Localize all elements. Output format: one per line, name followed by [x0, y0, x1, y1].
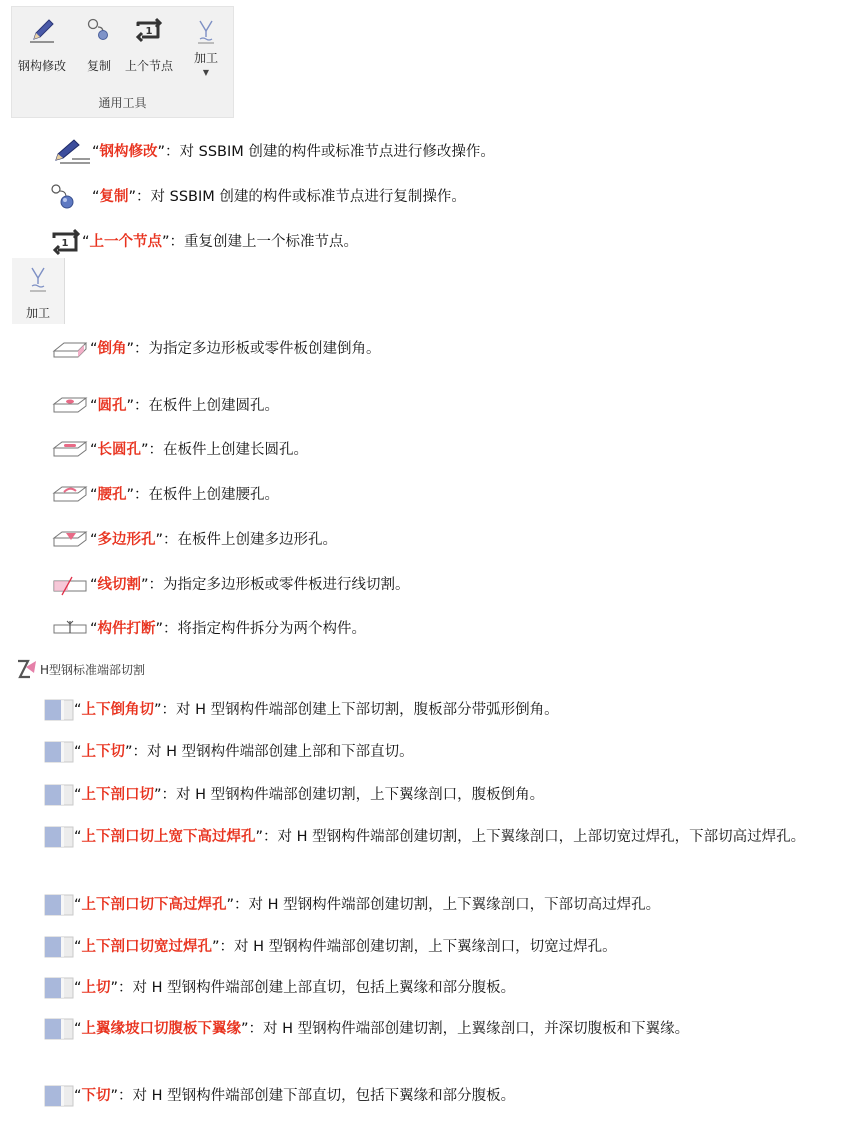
h-cut-item: “上下剖口切上宽下高过焊孔”：对 H 型钢构件端部创建切割，上下翼缘剖口，上部切宽过焊孔，下部切高过焊孔。	[13, 824, 833, 850]
h-cut-desc: 对 H 型钢构件端部创建上下部切割，腹板部分带弧形倒角。	[176, 702, 559, 718]
process-item-keyword: 圆孔	[97, 398, 127, 414]
ribbon-group-label: 通用工具	[98, 96, 147, 110]
quote-close: ”：	[155, 621, 178, 637]
waist-hole-icon	[50, 483, 90, 507]
process-icon	[192, 13, 220, 47]
h-cut-keyword: 上下剖口切	[81, 787, 155, 803]
process-item-keyword: 倒角	[97, 341, 127, 357]
pencil-icon	[52, 138, 92, 166]
h-cut-item: “ 上下剖口切宽过焊孔 ”： 对 H 型钢构件端部创建切割，上下翼缘剖口，切宽过焊孔。	[44, 936, 617, 958]
line-cut-icon	[50, 573, 90, 597]
last-node-button[interactable]: 1 上个节点	[125, 13, 173, 74]
quote-open: “	[90, 621, 98, 637]
h-cut-desc: 对 H 型钢构件端部创建上部直切，包括上翼缘和部分腹板。	[132, 980, 516, 996]
quote-close: ”：	[126, 398, 149, 414]
h-cut-desc: 对 H 型钢构件端部创建切割，上下翼缘剖口，切宽过焊孔。	[234, 939, 617, 955]
h-cut-keyword: 上下切	[81, 744, 126, 760]
steel-modify-button[interactable]: 钢构修改	[18, 13, 66, 74]
h-cut-item: “ 上下剖口切下高过焊孔 ”： 对 H 型钢构件端部创建切割，上下翼缘剖口，下部切高过焊孔。	[44, 894, 660, 916]
h-cut-item: “ 下切 ”： 对 H 型钢构件端部创建下部直切，包括下翼缘和部分腹板。	[44, 1085, 515, 1107]
h-cut-icon	[44, 1085, 74, 1107]
svg-text:1: 1	[61, 238, 69, 249]
h-cut-keyword: 上翼缘坡口切腹板下翼缘	[81, 1021, 242, 1037]
quote-open: “	[90, 398, 98, 414]
h-cut-keyword: 上下倒角切	[81, 702, 155, 718]
polygon-hole-icon	[50, 528, 90, 552]
h-cut-item: “ 上切 ”： 对 H 型钢构件端部创建上部直切，包括上翼缘和部分腹板。	[44, 977, 515, 999]
process-button[interactable]: 加工 ▼	[192, 13, 220, 77]
copy-icon	[85, 13, 113, 47]
h-cut-desc: 对 H 型钢构件端部创建切割，上翼缘剖口，并深切腹板和下翼缘。	[263, 1021, 690, 1037]
copy-button[interactable]: 复制	[85, 13, 113, 74]
quote-close: ”：	[126, 487, 149, 503]
desc-line-last-node: 1 “ 上一个节点 ” ： 重复创建上一个标准节点。	[50, 228, 358, 256]
desc-line-copy: “ 复制 ” ： 对 SSBIM 创建的构件或标准节点进行复制操作。	[50, 182, 466, 212]
slot-hole-icon	[50, 438, 90, 462]
quote-close: ”：	[141, 577, 164, 593]
h-cut-icon	[44, 977, 74, 999]
process-item	[50, 483, 279, 507]
h-cut-icon	[44, 741, 74, 763]
process-item-desc: 在板件上创建长圆孔。	[163, 442, 309, 458]
h-cut-item: “ 上下倒角切 ”： 对 H 型钢构件端部创建上下部切割，腹板部分带弧形倒角。	[44, 699, 559, 721]
process-item-desc: 在板件上创建圆孔。	[148, 398, 280, 414]
h-cut-item: “ 上下切 ”： 对 H 型钢构件端部创建上部和下部直切。	[44, 741, 414, 763]
process-item	[50, 337, 381, 361]
h-cut-desc: 对 H 型钢构件端部创建切割，上下翼缘剖口，腹板倒角。	[176, 787, 545, 803]
process-button[interactable]: 加工	[12, 258, 65, 324]
h-cut-desc: 对 H 型钢构件端部创建下部直切，包括下翼缘和部分腹板。	[132, 1088, 516, 1104]
process-item-desc: 为指定多边形板或零件板创建倒角。	[148, 341, 381, 357]
h-cut-keyword: 下切	[81, 1088, 111, 1104]
h-cut-icon	[44, 894, 74, 916]
process-item	[50, 617, 366, 641]
process-item-desc: 将指定构件拆分为两个构件。	[177, 621, 367, 637]
chamfer-icon	[50, 337, 90, 361]
svg-text:1: 1	[145, 26, 153, 37]
copy-icon	[50, 182, 92, 212]
h-cut-keyword: 上下剖口切宽过焊孔	[81, 939, 213, 955]
process-item-desc: 在板件上创建多边形孔。	[177, 532, 338, 548]
quote-open: “	[90, 487, 98, 503]
h-cut-icon	[44, 784, 74, 806]
h-cut-item: “上翼缘坡口切腹板下翼缘”：对 H 型钢构件端部创建切割，上翼缘剖口，并深切腹板和下翼缘。	[13, 1016, 833, 1042]
process-item-keyword: 长圆孔	[97, 442, 142, 458]
h-section-header[interactable]: H型钢标准端部切割	[14, 657, 145, 681]
h-cut-item: “ 上下剖口切 ”： 对 H 型钢构件端部创建切割，上下翼缘剖口，腹板倒角。	[44, 784, 544, 806]
pencil-icon	[27, 13, 57, 47]
h-cut-icon	[44, 699, 74, 721]
process-item-keyword: 构件打断	[97, 621, 156, 637]
process-item-desc: 为指定多边形板或零件板进行线切割。	[163, 577, 410, 593]
h-cut-desc: 对 H 型钢构件端部创建切割，上下翼缘剖口，下部切高过焊孔。	[248, 897, 661, 913]
process-item-keyword: 腰孔	[97, 487, 127, 503]
h-cut-icon	[44, 936, 74, 958]
quote-open: “	[90, 532, 98, 548]
quote-close: ”：	[141, 442, 164, 458]
h-cut-desc: 对 H 型钢构件端部创建切割，上下翼缘剖口，上部切宽过焊孔，下部切高过焊孔。	[277, 829, 806, 845]
process-item	[50, 394, 279, 418]
quote-open: “	[90, 577, 98, 593]
round-hole-icon	[50, 394, 90, 418]
h-cut-icon	[44, 1018, 74, 1040]
process-item	[50, 438, 308, 462]
process-icon	[24, 264, 52, 296]
h-beam-cut-icon	[14, 657, 40, 681]
member-break-icon	[50, 617, 90, 641]
h-cut-desc: 对 H 型钢构件端部创建上部和下部直切。	[147, 744, 414, 760]
dropdown-caret-icon[interactable]: ▼	[202, 68, 210, 77]
h-cut-icon	[44, 826, 74, 848]
h-cut-keyword: 上下剖口切上宽下高过焊孔	[81, 829, 256, 845]
process-item-keyword: 多边形孔	[97, 532, 156, 548]
desc-line-steel-modify: “ 钢构修改 ” ： 对 SSBIM 创建的构件或标准节点进行修改操作。	[52, 138, 495, 166]
quote-open: “	[90, 341, 98, 357]
process-item	[50, 528, 337, 552]
repeat-one-icon	[132, 13, 166, 47]
quote-open: “	[90, 442, 98, 458]
process-item-desc: 在板件上创建腰孔。	[148, 487, 280, 503]
h-cut-keyword: 上切	[81, 980, 111, 996]
quote-close: ”：	[155, 532, 178, 548]
h-cut-keyword: 上下剖口切下高过焊孔	[81, 897, 227, 913]
process-item-keyword: 线切割	[97, 577, 142, 593]
ribbon-panel	[11, 6, 234, 118]
quote-close: ”：	[126, 341, 149, 357]
process-item	[50, 573, 410, 597]
